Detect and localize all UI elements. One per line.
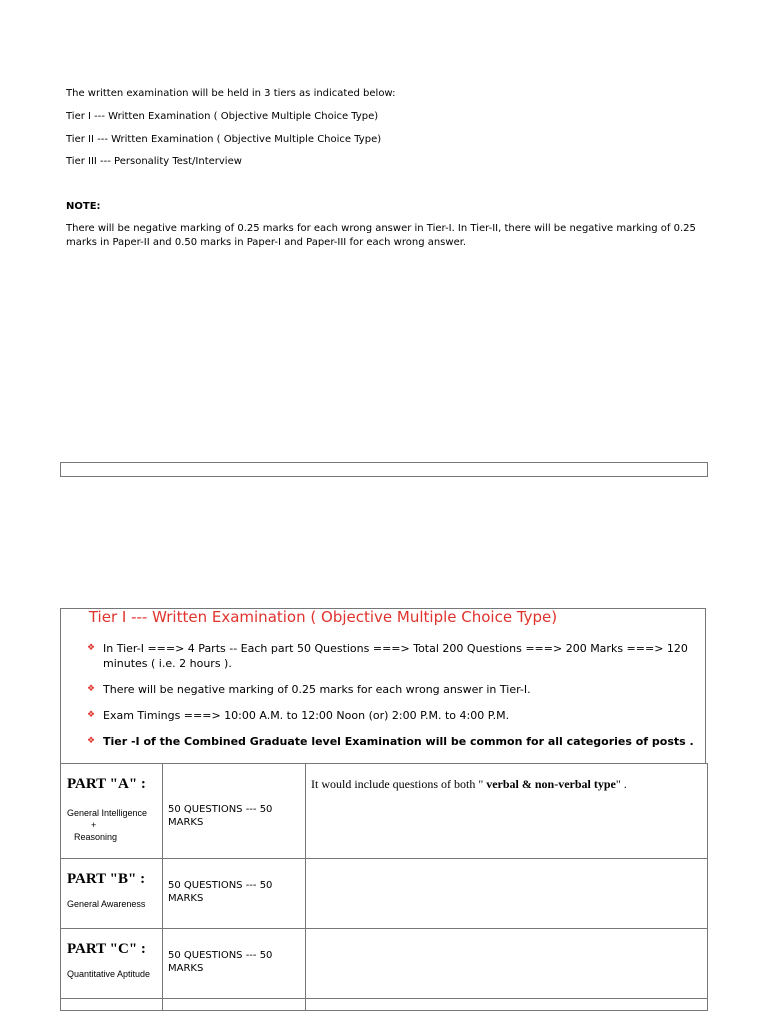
intro-line: The written examination will be held in 3 tiers as indicated below:	[66, 88, 396, 99]
diamond-bullet-icon: ❖	[87, 736, 96, 746]
part-cell	[61, 764, 163, 859]
tier-line: Tier II --- Written Examination ( Objective Multiple Choice Type)	[66, 134, 382, 145]
part-subject: General Awareness	[67, 899, 146, 909]
part-cell	[61, 999, 163, 1011]
part-cell	[61, 929, 163, 999]
desc-cell	[306, 859, 708, 929]
desc-bold: verbal & non-verbal type	[486, 777, 616, 791]
desc-cell	[306, 999, 708, 1011]
part-subject: General Intelligence	[67, 808, 148, 818]
diamond-bullet-icon: ❖	[87, 710, 96, 720]
parts-table	[60, 763, 708, 1011]
questions-marks: 50 QUESTIONS --- 50 MARKS	[168, 880, 273, 904]
desc-cell	[306, 929, 708, 999]
tier1-title-rest: --- Written Examination ( Objective Multiple Choice Type)	[126, 608, 558, 626]
table-row	[61, 929, 708, 999]
part-subject: Reasoning	[74, 832, 118, 842]
bullet-item	[87, 682, 705, 697]
diamond-bullet-icon: ❖	[87, 684, 96, 694]
bullet-item	[87, 734, 705, 749]
part-subject: Quantitative Aptitude	[67, 969, 151, 979]
diamond-bullet-icon: ❖	[87, 643, 96, 653]
tier-line: Tier III --- Personality Test/Interview	[66, 156, 242, 167]
qm-cell	[163, 999, 306, 1011]
bullet-text: In Tier-I ===> 4 Parts -- Each part 50 Questions ===> Total 200 Questions ===> 200 Marks ===> 120 minutes ( i.e. 2 hours ).	[103, 642, 688, 670]
questions-marks: 50 QUESTIONS --- 50 MARKS	[168, 950, 273, 974]
questions-marks: 50 QUESTIONS --- 50 MARKS	[168, 804, 273, 828]
part-title: PART "B" :	[67, 871, 146, 887]
bullet-text: Tier -I of the Combined Graduate level Examination will be common for all categories of posts .	[103, 735, 694, 748]
desc-cell	[306, 764, 708, 859]
part-subject-plus: +	[91, 820, 97, 830]
desc-pre: It would include questions of both "	[311, 777, 487, 791]
bullet-item	[87, 641, 705, 671]
part-title: PART "A" :	[67, 776, 146, 792]
bullet-text: There will be negative marking of 0.25 marks for each wrong answer in Tier-I.	[103, 683, 531, 696]
qm-cell	[163, 929, 306, 999]
part-title: PART "C" :	[67, 941, 146, 957]
bullet-item	[87, 708, 705, 723]
table-row	[61, 859, 708, 929]
part-cell	[61, 859, 163, 929]
desc-post: " .	[615, 777, 627, 791]
bullet-text: Exam Timings ===> 10:00 A.M. to 12:00 Noon (or) 2:00 P.M. to 4:00 P.M.	[103, 709, 510, 722]
empty-box	[60, 462, 708, 477]
qm-cell	[163, 859, 306, 929]
table-row	[61, 999, 708, 1011]
table-row	[61, 764, 708, 859]
note-label: NOTE:	[66, 201, 101, 212]
qm-cell	[163, 764, 306, 859]
part-description	[306, 764, 707, 792]
note-text: There will be negative marking of 0.25 marks for each wrong answer in Tier-I. In Tier-II, there will be negative marking of 0.25 marks in Paper-II and 0.50 marks in Paper-I and Paper-III for each wrong answer.	[66, 223, 696, 248]
tier1-title	[0, 607, 646, 627]
tier-line: Tier I --- Written Examination ( Objective Multiple Choice Type)	[66, 111, 379, 122]
tier1-title-name: Tier I	[88, 608, 127, 626]
